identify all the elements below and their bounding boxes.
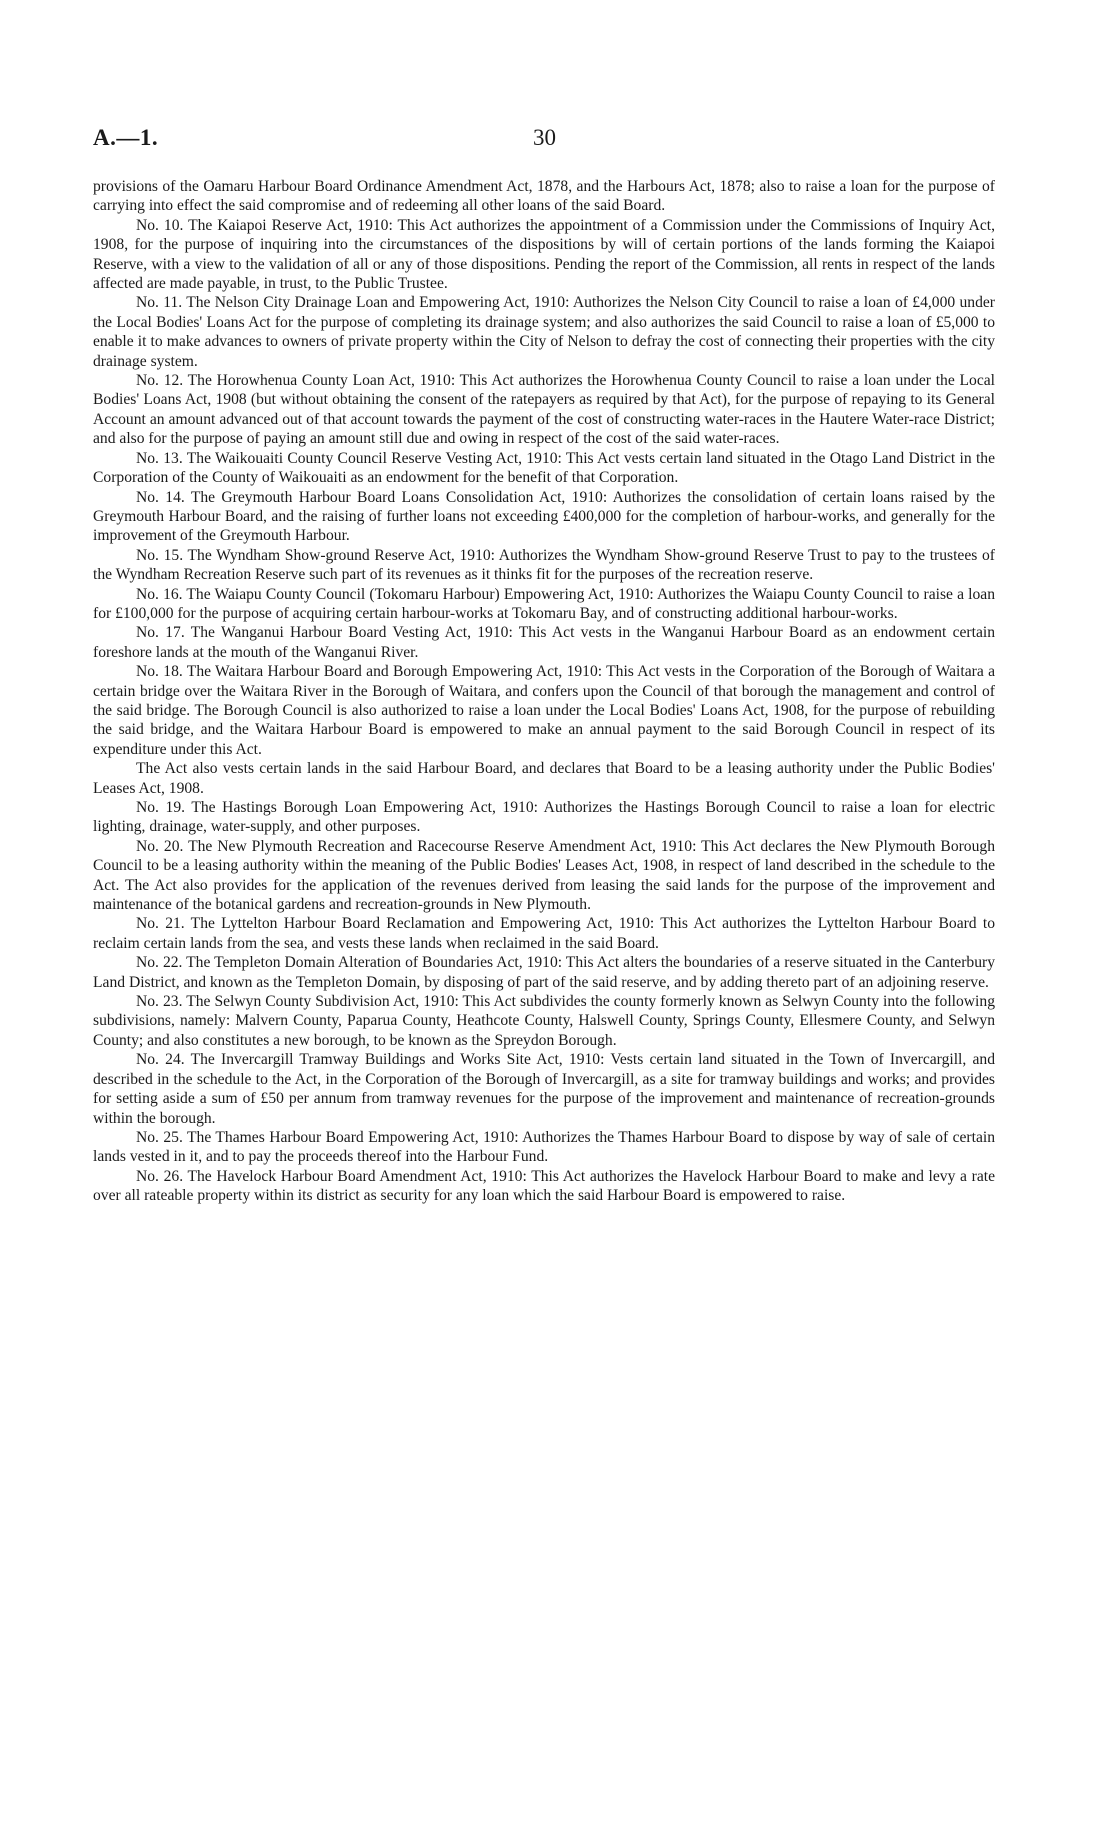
paragraph-no-13: No. 13. The Waikouaiti County Council Reserve Vesting Act, 1910: This Act vests certain land situated in the Otago Land District in the Corporation of the County of Waikouaiti as an endowment for the benefit of that Corporation.	[93, 449, 995, 487]
document-page	[93, 125, 995, 1206]
page-number: 30	[533, 125, 556, 150]
paragraph-no-17: No. 17. The Wanganui Harbour Board Vesting Act, 1910: This Act vests in the Wanganui Harbour Board as an endowment certain foreshore lands at the mouth of the Wanganui River.	[93, 624, 995, 661]
paragraph-no-18: No. 18. The Waitara Harbour Board and Borough Empowering Act, 1910: This Act vests in the Corporation of the Borough of Waitara a certain bridge over the Waitara River in the Borough of Waitara, and confers upon the Council of that borough the management and control of the said bridge. The Borough Council is also authorized to raise a loan under the Local Bodies' Loans Act, 1908, for the purpose of rebuilding the said bridge, and the Waitara Harbour Board is empowered to make an annual payment to the said Borough Council in respect of its expenditure under this Act.	[93, 663, 995, 758]
document-reference: A.—1.	[93, 125, 159, 150]
paragraph-no-16: No. 16. The Waiapu County Council (Tokomaru Harbour) Empowering Act, 1910: Authorizes the Waiapu County Council to raise a loan for £100,000 for the purpose of acquiring certain harbour-works at Tokomaru Bay, and of constructing additional harbour-works.	[93, 585, 995, 622]
paragraph-continuation: provisions of the Oamaru Harbour Board Ordinance Amendment Act, 1878, and the Harbours Act, 1878; also to raise a loan for the purpose of carrying into effect the said compromise and of redeeming all other loans of the said Board.	[93, 178, 995, 215]
body-text	[93, 177, 995, 1206]
page-header	[93, 125, 995, 159]
paragraph-no-18-continued: The Act also vests certain lands in the said Harbour Board, and declares that Board to be a leasing authority under the Public Bodies' Leases Act, 1908.	[93, 760, 995, 797]
paragraph-no-20: No. 20. The New Plymouth Recreation and Racecourse Reserve Amendment Act, 1910: This Act declares the New Plymouth Borough Council to be a leasing authority within the meaning of the Public Bodies' Leases Act, 1908, in respect of land described in the schedule to the Act. The Act also provides for the application of the revenues derived from leasing the said lands for the purpose of the improvement and maintenance of the botanical gardens and recreation-grounds in New Plymouth.	[93, 837, 995, 914]
paragraph-no-10: No. 10. The Kaiapoi Reserve Act, 1910: This Act authorizes the appointment of a Commission under the Commissions of Inquiry Act, 1908, for the purpose of inquiring into the circumstances of the dispositions by will of certain portions of the lands forming the Kaiapoi Reserve, with a view to the validation of all or any of those dispositions. Pending the report of the Commission, all rents in respect of the lands affected are made payable, in trust, to the Public Trustee.	[93, 216, 995, 293]
paragraph-no-24: No. 24. The Invercargill Tramway Buildings and Works Site Act, 1910: Vests certain land situated in the Town of Invercargill, and described in the schedule to the Act, in the Corporation of the Borough of Invercargill, as a site for tramway buildings and works; and provides for setting aside a sum of £50 per annum from tramway revenues for the purpose of the improvement and maintenance of recreation-grounds within the borough.	[93, 1051, 995, 1127]
paragraph-no-19: No. 19. The Hastings Borough Loan Empowering Act, 1910: Authorizes the Hastings Borough Council to raise a loan for electric lighting, drainage, water-supply, and other purposes.	[93, 799, 995, 836]
paragraph-no-12: No. 12. The Horowhenua County Loan Act, 1910: This Act authorizes the Horowhenua County Council to raise a loan under the Local Bodies' Loans Act, 1908 (but without obtaining the consent of the ratepayers as required by that Act), for the purpose of repaying to its General Account an amount advanced out of that account towards the payment of the cost of constructing water-races in the Hautere Water-race District; and also for the purpose of paying an amount still due and owing in respect of the cost of the said water-races.	[93, 372, 995, 448]
paragraph-no-23: No. 23. The Selwyn County Subdivision Act, 1910: This Act subdivides the county formerly known as Selwyn County into the following subdivisions, namely: Malvern County, Paparua County, Heathcote County, Halswell County, Springs County, Ellesmere County, and Selwyn County; and also constitutes a new borough, to be known as the Spreydon Borough.	[93, 993, 995, 1049]
paragraph-no-15: No. 15. The Wyndham Show-ground Reserve Act, 1910: Authorizes the Wyndham Show-ground Reserve Trust to pay to the trustees of the Wyndham Recreation Reserve such part of its revenues as it thinks fit for the purposes of the recreation reserve.	[93, 546, 995, 584]
paragraph-no-26: No. 26. The Havelock Harbour Board Amendment Act, 1910: This Act authorizes the Havelock Harbour Board to make and levy a rate over all rateable property within its district as security for any loan which the said Harbour Board is empowered to raise.	[93, 1167, 995, 1205]
paragraph-no-22: No. 22. The Templeton Domain Alteration of Boundaries Act, 1910: This Act alters the boundaries of a reserve situated in the Canterbury Land District, and known as the Templeton Domain, by disposing of part of the said reserve, and by adding thereto part of an adjoining reserve.	[93, 954, 995, 991]
paragraph-no-14: No. 14. The Greymouth Harbour Board Loans Consolidation Act, 1910: Authorizes the consolidation of certain loans raised by the Greymouth Harbour Board, and the raising of further loans not exceeding £400,000 for the completion of harbour-works, and generally for the improvement of the Greymouth Harbour.	[93, 488, 995, 545]
paragraph-no-21: No. 21. The Lyttelton Harbour Board Reclamation and Empowering Act, 1910: This Act authorizes the Lyttelton Harbour Board to reclaim certain lands from the sea, and vests these lands when reclaimed in the said Board.	[93, 915, 995, 952]
paragraph-no-25: No. 25. The Thames Harbour Board Empowering Act, 1910: Authorizes the Thames Harbour Board to dispose by way of sale of certain lands vested in it, and to pay the proceeds thereof into the Harbour Fund.	[93, 1128, 995, 1166]
paragraph-no-11: No. 11. The Nelson City Drainage Loan and Empowering Act, 1910: Authorizes the Nelson City Council to raise a loan of £4,000 under the Local Bodies' Loans Act for the purpose of completing its drainage system; and also authorizes the said Council to raise a loan of £5,000 to enable it to make advances to owners of private property within the City of Nelson to defray the cost of connecting their properties with the city drainage system.	[93, 294, 995, 370]
